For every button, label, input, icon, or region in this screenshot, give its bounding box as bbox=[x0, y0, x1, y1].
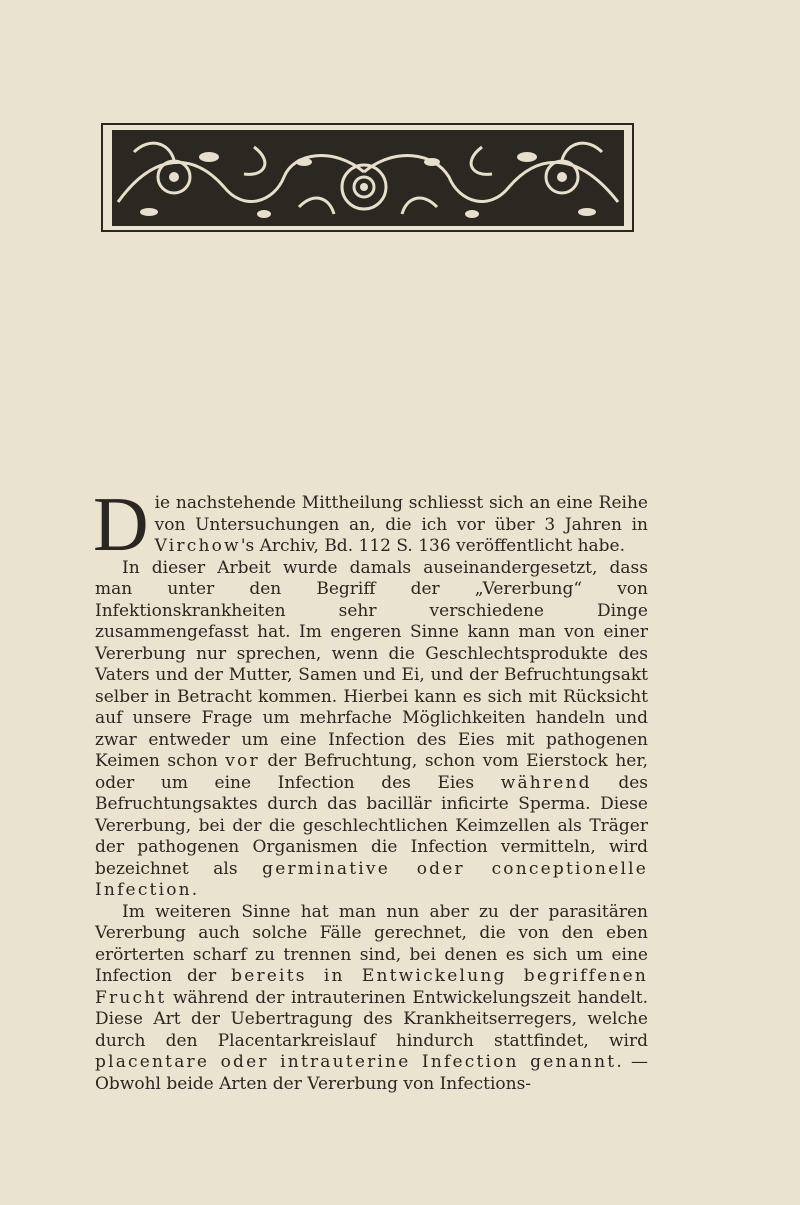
body-text bbox=[93, 481, 649, 1095]
p2-text-g: . bbox=[191, 880, 198, 900]
p3-text-c: während der intrauterinen Entwickelungszeit handelt. Diese Art der Uebertragung des Krankheitserregers, welche durch den Placentarkreislauf hindurch stattfindet, wird bbox=[95, 987, 648, 1051]
paragraph-3 bbox=[95, 902, 648, 1096]
emphasis-vor: vor bbox=[225, 751, 260, 771]
author-name-spaced: Virchow bbox=[154, 536, 241, 556]
p2-text-e: des Befruchtungsaktes durch das bacillär inficirte Sperma. Diese Vererbung, bei der die geschlechtlichen Keimzellen als Träger der pathogenen Organismen die Infection vermitteln, wird bezeichnet als bbox=[95, 772, 649, 879]
emphasis-frucht: bereits in Entwickelung begriffenen Frucht bbox=[95, 966, 648, 1008]
emphasis-placentare: placentare oder intrauterine Infection genannt bbox=[95, 1052, 617, 1072]
drop-cap: D bbox=[93, 481, 149, 567]
p1-text-a: ie nachstehende Mittheilung schliesst sich an eine Reihe von Untersuchungen an, die ich vor über 3 Jahren in bbox=[154, 493, 648, 535]
p2-text-c: der Befruchtung, schon vom Eierstock her, oder um eine Infection des Eies bbox=[95, 751, 648, 793]
p3-text-a: Im weiteren Sinne hat man nun aber zu der parasitären Vererbung auch solche Fälle gerechnet, die von den eben erörterten scharf zu trennen sind, bei denen es sich um eine Infection der bbox=[95, 901, 648, 986]
foliage-ornament-icon bbox=[114, 132, 622, 224]
p1-text-c: 's Archiv, Bd. 112 S. 136 veröffentlicht habe. bbox=[240, 536, 626, 556]
p3-text-e: . — Obwohl beide Arten der Vererbung von Infections- bbox=[95, 1052, 648, 1094]
emphasis-waehrend: während bbox=[500, 772, 592, 793]
p2-text-a: In dieser Arbeit wurde damals auseinandergesetzt, dass man unter den Begriff der „Vererbung“ von Infektionskrankheiten sehr verschiedene Dinge zusammengefasst hat. Im engeren Sinne kann man von einer Vererbung nur sprechen, wenn die Geschlechtsprodukte des Vaters und der Mutter, Samen und Ei, und der Befruchtungsakt selber in Betracht kommen. Hierbei kann es sich mit Rücksicht auf unsere Frage um mehrfache Möglichkeiten handeln und zwar entweder um eine Infection des Eies mit pathogenen Keimen schon bbox=[95, 557, 648, 771]
ornament-header-band bbox=[112, 130, 624, 226]
paragraph-2 bbox=[95, 558, 648, 902]
paragraph-1 bbox=[93, 481, 648, 567]
emphasis-germinative: germinative oder conceptionelle Infection bbox=[95, 858, 649, 900]
